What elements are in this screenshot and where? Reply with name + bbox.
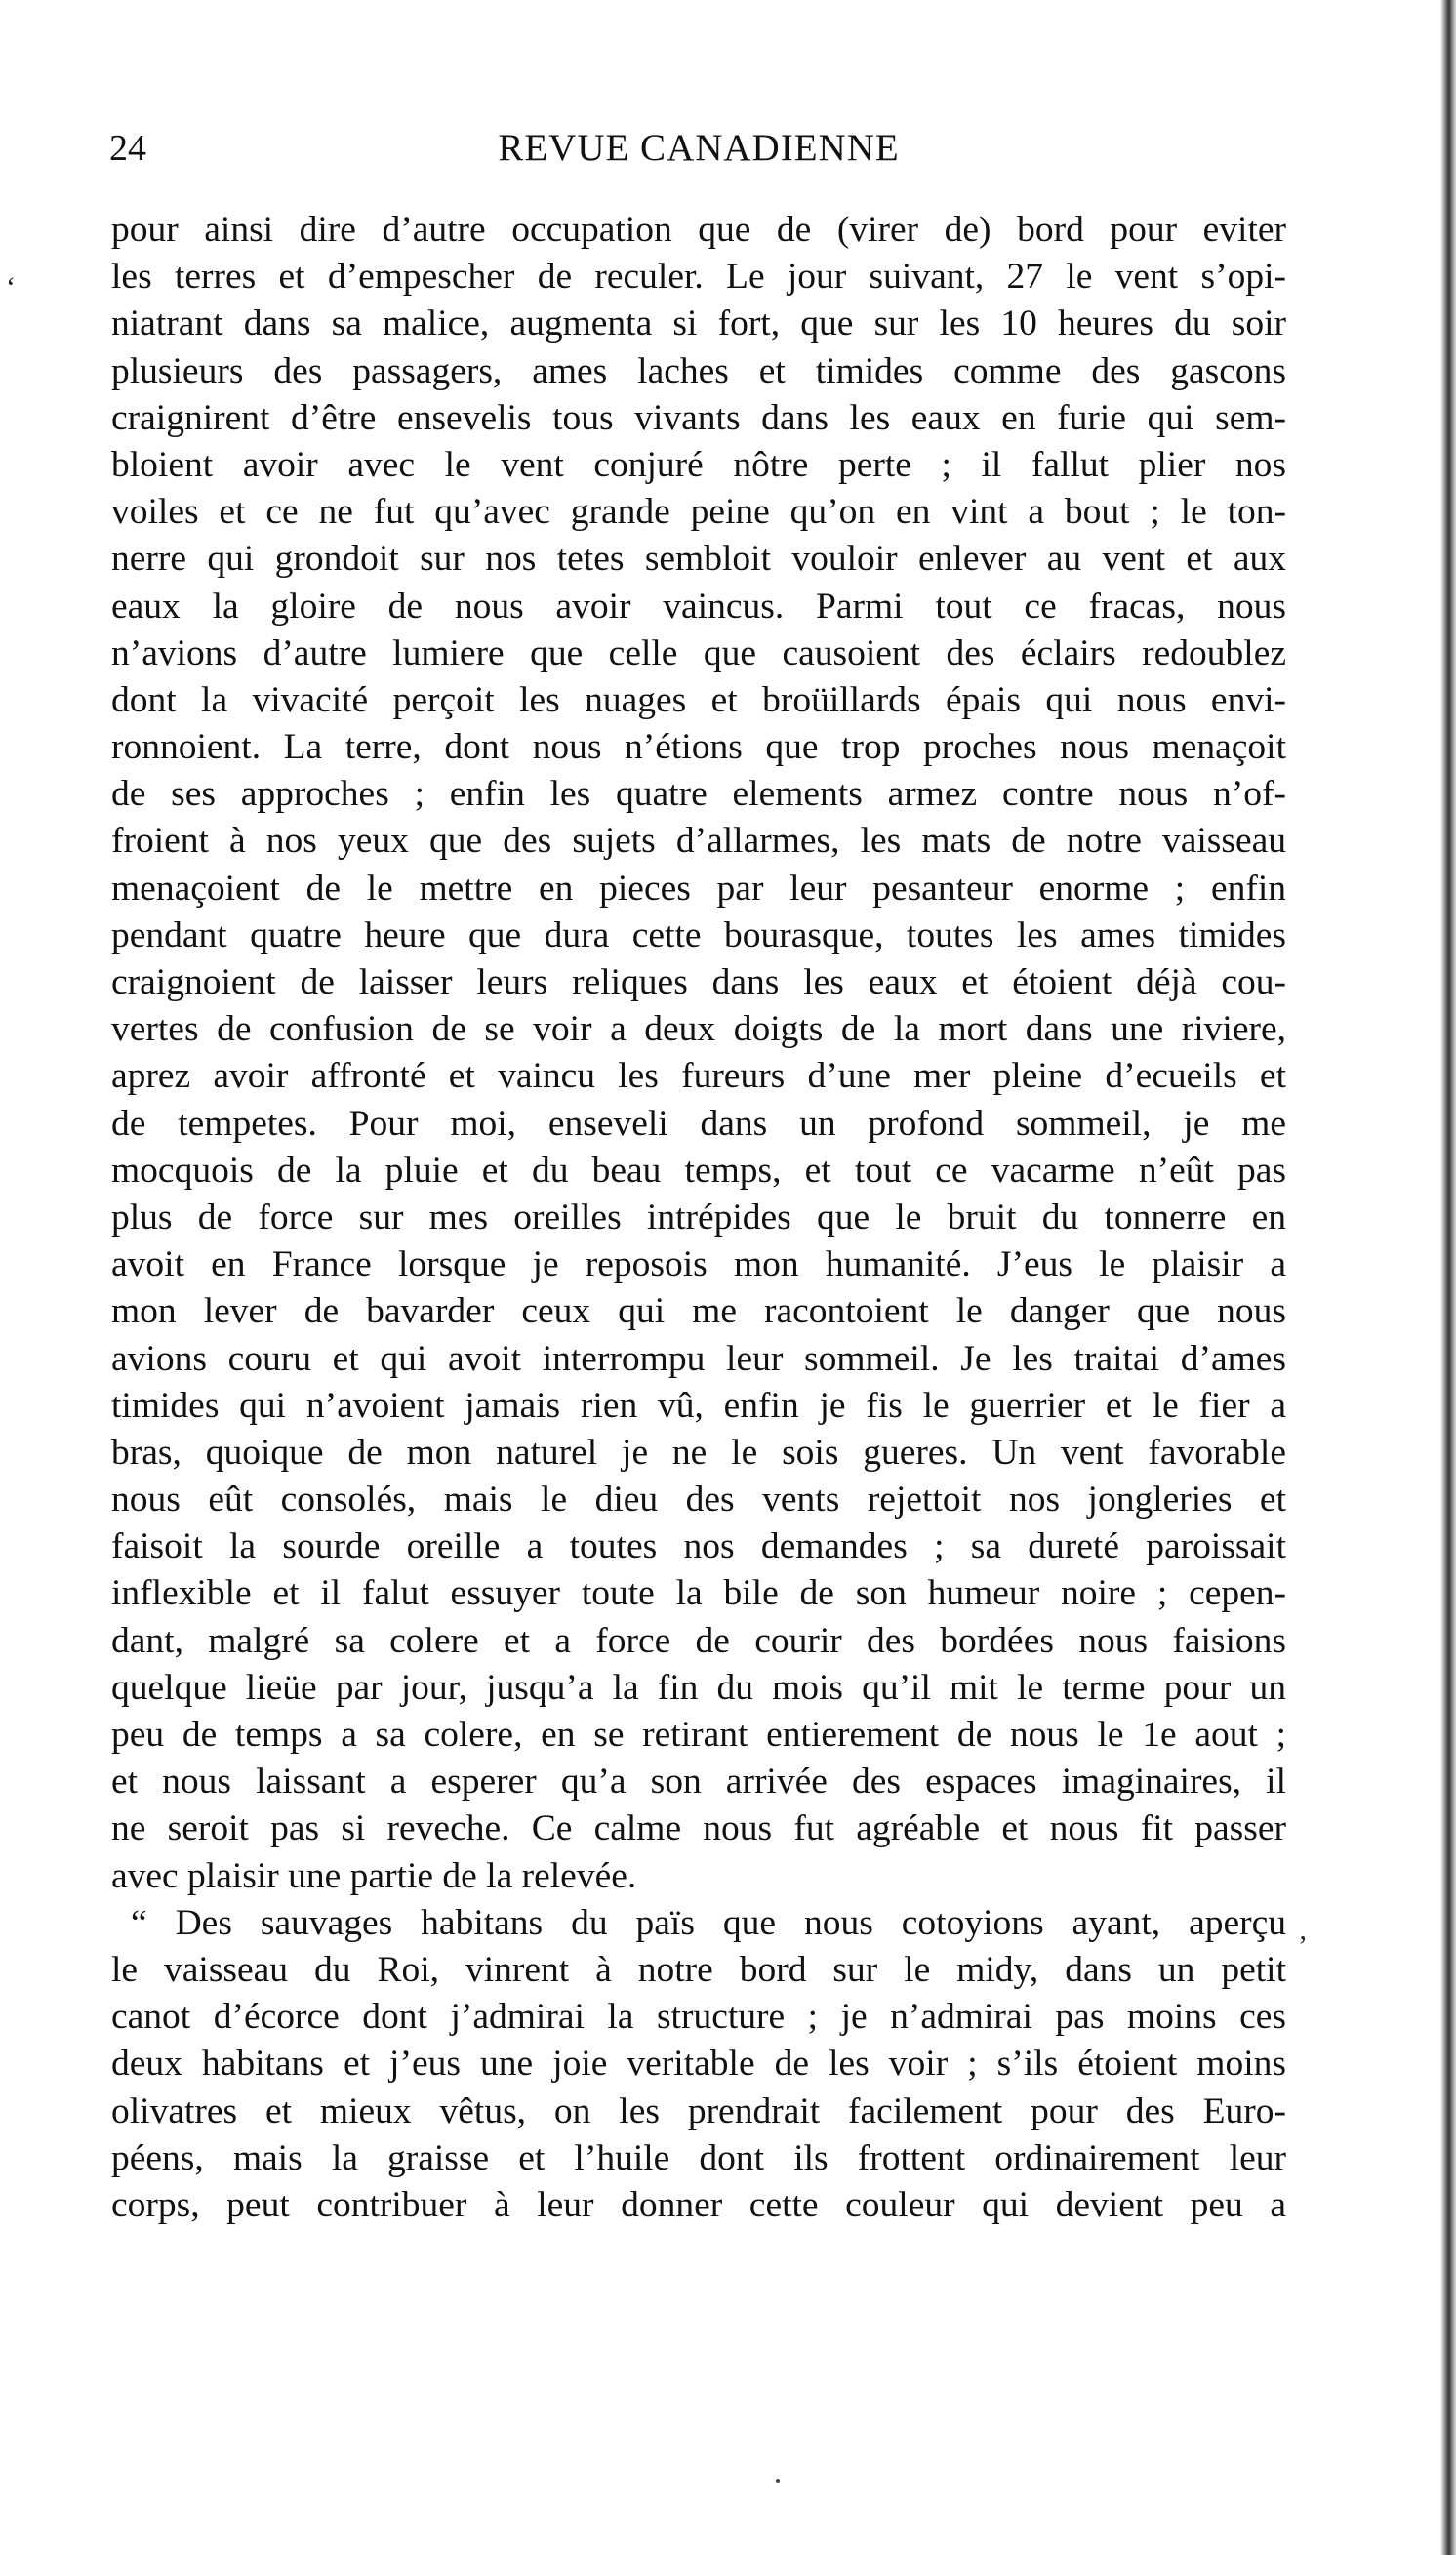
text-line: timides qui n’avoient jamais rien vû, enfin je fis le guerrier et le fier a	[111, 1385, 1286, 1426]
text-line: quelque lieüe par jour, jusqu’a la fin du mois qu’il mit le terme pour un	[111, 1667, 1286, 1708]
text-line: faisoit la sourde oreille a toutes nos demandes ; sa dureté paroissait	[111, 1526, 1286, 1567]
text-line: dant, malgré sa colere et a force de courir des bordées nous faisions	[111, 1620, 1286, 1661]
text-line: olivatres et mieux vêtus, on les prendrait facilement pour des Euro-	[111, 2090, 1286, 2131]
text-line: pendant quatre heure que dura cette bourasque, toutes les ames timides	[111, 914, 1286, 955]
text-line: avec plaisir une partie de la relevée.	[111, 1855, 637, 1896]
text-line: le vaisseau du Roi, vinrent à notre bord sur le midy, dans un petit	[111, 1949, 1286, 1990]
text-line: de tempetes. Pour moi, enseveli dans un profond sommeil, je me	[111, 1103, 1286, 1144]
text-line: dont la vivacité perçoit les nuages et broüillards épais qui nous envi-	[111, 679, 1286, 720]
text-line: plus de force sur mes oreilles intrépides que le bruit du tonnerre en	[111, 1196, 1286, 1237]
text-line: menaçoient de le mettre en pieces par leur pesanteur enorme ; enfin	[111, 868, 1286, 909]
body-text	[111, 207, 1286, 2229]
text-line: mon lever de bavarder ceux qui me racontoient le danger que nous	[111, 1291, 1286, 1332]
text-line: peu de temps a sa colere, en se retirant entierement de nous le 1e aout ;	[111, 1715, 1286, 1755]
text-line: aprez avoir affronté et vaincu les fureurs d’une mer pleine d’ecueils et	[111, 1056, 1286, 1097]
text-line: ronnoient. La terre, dont nous n’étions que trop proches nous menaçoit	[111, 727, 1286, 768]
text-line: de ses approches ; enfin les quatre elements armez contre nous n’of-	[111, 774, 1286, 815]
text-line: craignirent d’être ensevelis tous vivants dans les eaux en furie qui sem-	[111, 397, 1286, 438]
text-line: les terres et d’empescher de reculer. Le jour suivant, 27 le vent s’opi-	[111, 257, 1286, 298]
text-line: plusieurs des passagers, ames laches et timides comme des gascons	[111, 350, 1286, 391]
text-line: n’avions d’autre lumiere que celle que causoient des éclairs redoublez	[111, 632, 1286, 673]
text-line: péens, mais la graisse et l’huile dont ils frottent ordinairement leur	[111, 2137, 1286, 2178]
text-line: inflexible et il falut essuyer toute la bile de son humeur noire ; cepen-	[111, 1573, 1286, 1614]
text-line: mocquois de la pluie et du beau temps, et tout ce vacarme n’eût pas	[111, 1150, 1286, 1191]
text-line: bras, quoique de mon naturel je ne le sois gueres. Un vent favorable	[111, 1432, 1286, 1473]
text-line: pour ainsi dire d’autre occupation que de (virer de) bord pour eviter	[111, 210, 1286, 250]
journal-title: REVUE CANADIENNE	[498, 127, 900, 169]
text-line: canot d’écorce dont j’admirai la structure ; je n’admirai pas moins ces	[111, 1997, 1286, 2038]
text-line: nous eût consolés, mais le dieu des vents rejettoit nos jongleries et	[111, 1480, 1286, 1521]
text-line: voiles et ce ne fut qu’avec grande peine qu’on en vint a bout ; le ton-	[111, 492, 1286, 533]
text-line: niatrant dans sa malice, augmenta si fort, que sur les 10 heures du soir	[111, 304, 1286, 345]
page-edge-shadow	[1440, 0, 1456, 2555]
page-number: 24	[109, 128, 146, 169]
text-line: corps, peut contribuer à leur donner cette couleur qui devient peu a	[111, 2184, 1286, 2225]
text-line: vertes de confusion de se voir a deux doigts de la mort dans une riviere,	[111, 1009, 1286, 1050]
text-line: deux habitans et j’eus une joie veritable de les voir ; s’ils étoient moins	[111, 2044, 1286, 2085]
footer-speck	[776, 2479, 780, 2483]
text-line: eaux la gloire de nous avoir vaincus. Parmi tout ce fracas, nous	[111, 586, 1286, 627]
text-line: froient à nos yeux que des sujets d’allarmes, les mats de notre vaisseau	[111, 821, 1286, 862]
text-line: et nous laissant a esperer qu’a son arrivée des espaces imaginaires, il	[111, 1762, 1286, 1803]
text-line: nerre qui grondoit sur nos tetes sembloit vouloir enlever au vent et aux	[111, 539, 1286, 580]
margin-mark-left: ʻ	[6, 271, 16, 304]
text-line: avoit en France lorsque je reposois mon humanité. J’eus le plaisir a	[111, 1244, 1286, 1285]
text-line: avions couru et qui avoit interrompu leur sommeil. Je les traitai d’ames	[111, 1338, 1286, 1379]
text-line: ne seroit pas si reveche. Ce calme nous fut agréable et nous fit passer	[111, 1808, 1286, 1849]
margin-mark-right: ʼ	[1298, 1930, 1308, 1963]
text-line: craignoient de laisser leurs reliques dans les eaux et étoient déjà cou-	[111, 962, 1286, 1002]
text-line: bloient avoir avec le vent conjuré nôtre perte ; il fallut plier nos	[111, 444, 1286, 485]
running-head	[109, 123, 1288, 174]
text-line: “ Des sauvages habitans du païs que nous cotoyions ayant, aperçu	[131, 1902, 1286, 1943]
